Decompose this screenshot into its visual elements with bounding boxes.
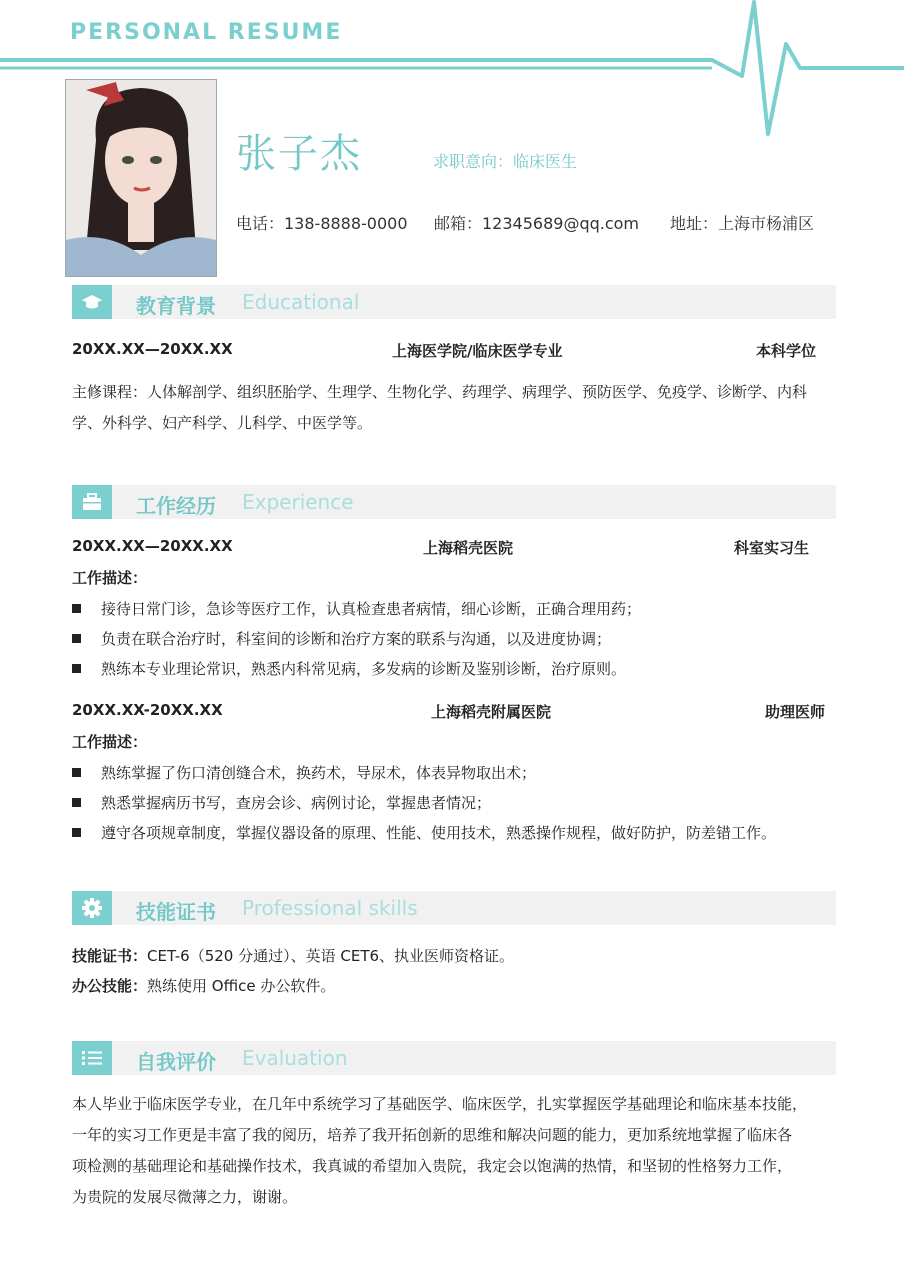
job-period: 20XX.XX—20XX.XX [72,537,233,555]
education-courses-line1: 主修课程：人体解剖学、组织胚胎学、生理学、生物化学、药理学、病理学、预防医学、免疫学、诊断学、内科 [72,383,808,401]
job-desc-label: 工作描述： [72,569,148,587]
evaluation-line: 本人毕业于临床医学专业，在几年中系统学习了基础医学、临床医学，扎实掌握医学基础理论和临床基本技能， [72,1095,808,1113]
cert-label: 技能证书： [72,947,148,965]
email-text: 邮箱：12345689@qq.com [434,214,640,233]
section-experience-title: 工作经历 [136,494,216,518]
bullet-icon [72,798,81,807]
bullet-icon [72,768,81,777]
evaluation-line: 一年的实习工作更是丰富了我的阅历，培养了我开拓创新的思维和解决问题的能力，更加系统地掌握了临床各 [72,1126,793,1144]
job-org: 上海稻壳附属医院 [431,703,552,721]
education-courses-line2: 学、外科学、妇产科学、儿科学、中医学等。 [72,414,373,432]
candidate-name: 张子杰 [236,131,362,177]
section-education-title: 教育背景 [136,294,216,318]
bullet-icon [72,604,81,613]
address-text: 地址：上海市杨浦区 [670,214,815,233]
cert-text: CET-6（520 分通过）、英语 CET6、执业医师资格证。 [147,947,515,965]
job-role: 助理医师 [765,703,826,721]
section-evaluation-title: 自我评价 [136,1050,216,1074]
office-text: 熟练使用 Office 办公软件。 [147,977,336,995]
education-school: 上海医学院/临床医学专业 [392,342,563,360]
briefcase-icon [72,485,112,519]
education-degree: 本科学位 [756,342,817,360]
education-period: 20XX.XX—20XX.XX [72,340,233,358]
section-experience-subtitle: Experience [242,490,354,514]
list-item: 接待日常门诊，急诊等医疗工作，认真检查患者病情，细心诊断，正确合理用药； [72,598,641,619]
phone-text: 电话：138-8888-0000 [236,214,408,233]
section-skills-subtitle: Professional skills [242,896,418,920]
evaluation-line: 为贵院的发展尽微薄之力，谢谢。 [72,1188,298,1206]
bullet-icon [72,664,81,673]
gear-icon [72,891,112,925]
section-skills-header [72,891,836,925]
cert-line [72,945,514,966]
section-experience-header [72,485,836,519]
list-item: 遵守各项规章制度，掌握仪器设备的原理、性能、使用技术，熟悉操作规程，做好防护，防差错工作。 [72,822,776,843]
list-item: 熟练掌握了伤口清创缝合术，换药术，导尿术，体表异物取出术； [72,762,536,783]
list-item: 负责在联合治疗时，科室间的诊断和治疗方案的联系与沟通，以及进度协调； [72,628,611,649]
evaluation-line: 项检测的基础理论和基础操作技术，我真诚的希望加入贵院，我定会以饱满的热情，和坚韧的性格努力工作， [72,1157,793,1175]
job-desc-label: 工作描述： [72,733,148,751]
job-objective: 求职意向：临床医生 [433,152,578,171]
office-label: 办公技能： [72,977,148,995]
job-org: 上海稻壳医院 [423,539,514,557]
section-education-header [72,285,836,319]
bullet-icon [72,828,81,837]
list-icon [72,1041,112,1075]
job-period: 20XX.XX-20XX.XX [72,701,223,719]
evaluation-paragraph [72,1089,852,1213]
job-role: 科室实习生 [734,539,810,557]
list-item: 熟悉掌握病历书写，查房会诊、病例讨论，掌握患者情况； [72,792,491,813]
resume-title: PERSONAL RESUME [70,20,343,45]
section-evaluation-header [72,1041,836,1075]
bullet-icon [72,634,81,643]
profile-photo [65,79,217,277]
section-education-subtitle: Educational [242,290,360,314]
section-skills-title: 技能证书 [136,900,216,924]
section-evaluation-subtitle: Evaluation [242,1046,348,1070]
graduation-cap-icon [72,285,112,319]
list-item: 熟练本专业理论常识，熟悉内科常见病，多发病的诊断及鉴别诊断，治疗原则。 [72,658,626,679]
office-line [72,975,335,996]
